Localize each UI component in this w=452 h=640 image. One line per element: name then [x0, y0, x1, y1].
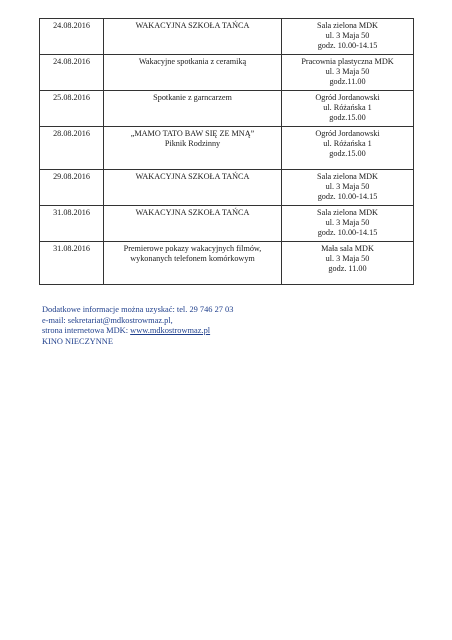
event-date: 24.08.2016	[40, 19, 104, 55]
events-table-body	[40, 19, 414, 285]
event-title	[104, 206, 282, 242]
event-place	[282, 242, 414, 285]
event-place-line: ul. 3 Maja 50	[325, 254, 370, 263]
event-date: 28.08.2016	[40, 127, 104, 170]
event-place-line: Sala zielona MDK	[317, 208, 378, 217]
table-row	[40, 127, 414, 170]
event-place-line: godz. 11.00	[328, 264, 367, 273]
website-link[interactable]: www.mdkostrowmaz.pl	[130, 326, 211, 335]
event-title-line: Wakacyjne spotkania z ceramiką	[138, 57, 247, 66]
event-place-line: ul. 3 Maja 50	[325, 218, 370, 227]
event-title	[104, 19, 282, 55]
table-row	[40, 206, 414, 242]
info-website-label: strona internetowa MDK:	[42, 326, 131, 335]
event-date: 31.08.2016	[40, 242, 104, 285]
event-place-line: godz. 10.00-14.15	[317, 228, 378, 237]
event-place-line: ul. 3 Maja 50	[325, 67, 370, 76]
table-row	[40, 91, 414, 127]
event-title-line: wykonanych telefonem komórkowym	[130, 254, 255, 263]
info-cinema-notice: KINO NIECZYNNE	[42, 336, 113, 346]
event-title-line: WAKACYJNA SZKOŁA TAŃCA	[135, 172, 250, 181]
event-title-line: Spotkanie z garncarzem	[153, 93, 232, 102]
event-title	[104, 170, 282, 206]
event-place-line: Ogród Jordanowski	[315, 129, 380, 138]
event-place-line: ul. 3 Maja 50	[325, 182, 370, 191]
info-phone: Dodatkowe informacje można uzyskać: tel. 29 746 27 03	[42, 305, 234, 314]
event-place-line: godz.15.00	[329, 149, 366, 158]
event-place	[282, 91, 414, 127]
event-place-line: ul. 3 Maja 50	[325, 31, 370, 40]
event-place-line: ul. Różańska 1	[323, 103, 372, 112]
event-place-line: godz. 10.00-14.15	[317, 192, 378, 201]
event-place	[282, 19, 414, 55]
event-title	[104, 242, 282, 285]
event-date: 29.08.2016	[40, 170, 104, 206]
events-table	[39, 18, 414, 285]
event-title-line: Piknik Rodzinny	[164, 139, 221, 148]
event-date: 31.08.2016	[40, 206, 104, 242]
event-title	[104, 55, 282, 91]
event-place-line: Ogród Jordanowski	[315, 93, 380, 102]
event-place-line: godz.11.00	[329, 77, 366, 86]
event-place	[282, 170, 414, 206]
event-place-line: Mała sala MDK	[321, 244, 374, 253]
event-place	[282, 127, 414, 170]
event-title-line: Premierowe pokazy wakacyjnych filmów,	[123, 244, 262, 253]
event-date: 24.08.2016	[40, 55, 104, 91]
info-email: e-mail: sekretariat@mdkostrowmaz.pl,	[42, 315, 173, 325]
table-row	[40, 170, 414, 206]
table-row	[40, 19, 414, 55]
event-place-line: godz. 10.00-14.15	[317, 41, 378, 50]
event-place	[282, 55, 414, 91]
info-website	[42, 326, 233, 337]
event-place-line: ul. Różańska 1	[323, 139, 372, 148]
event-title	[104, 91, 282, 127]
event-place-line: Sala zielona MDK	[317, 172, 378, 181]
contact-info	[42, 305, 233, 347]
event-title-line: WAKACYJNA SZKOŁA TAŃCA	[135, 21, 250, 30]
event-title	[104, 127, 282, 170]
table-row	[40, 55, 414, 91]
event-title-line: WAKACYJNA SZKOŁA TAŃCA	[135, 208, 250, 217]
event-place-line: godz.15.00	[329, 113, 366, 122]
table-row	[40, 242, 414, 285]
event-place-line: Sala zielona MDK	[317, 21, 378, 30]
event-title-line: „MAMO TATO BAW SIĘ ZE MNĄ”	[130, 129, 255, 138]
event-place	[282, 206, 414, 242]
event-date: 25.08.2016	[40, 91, 104, 127]
event-place-line: Pracownia plastyczna MDK	[301, 57, 394, 66]
